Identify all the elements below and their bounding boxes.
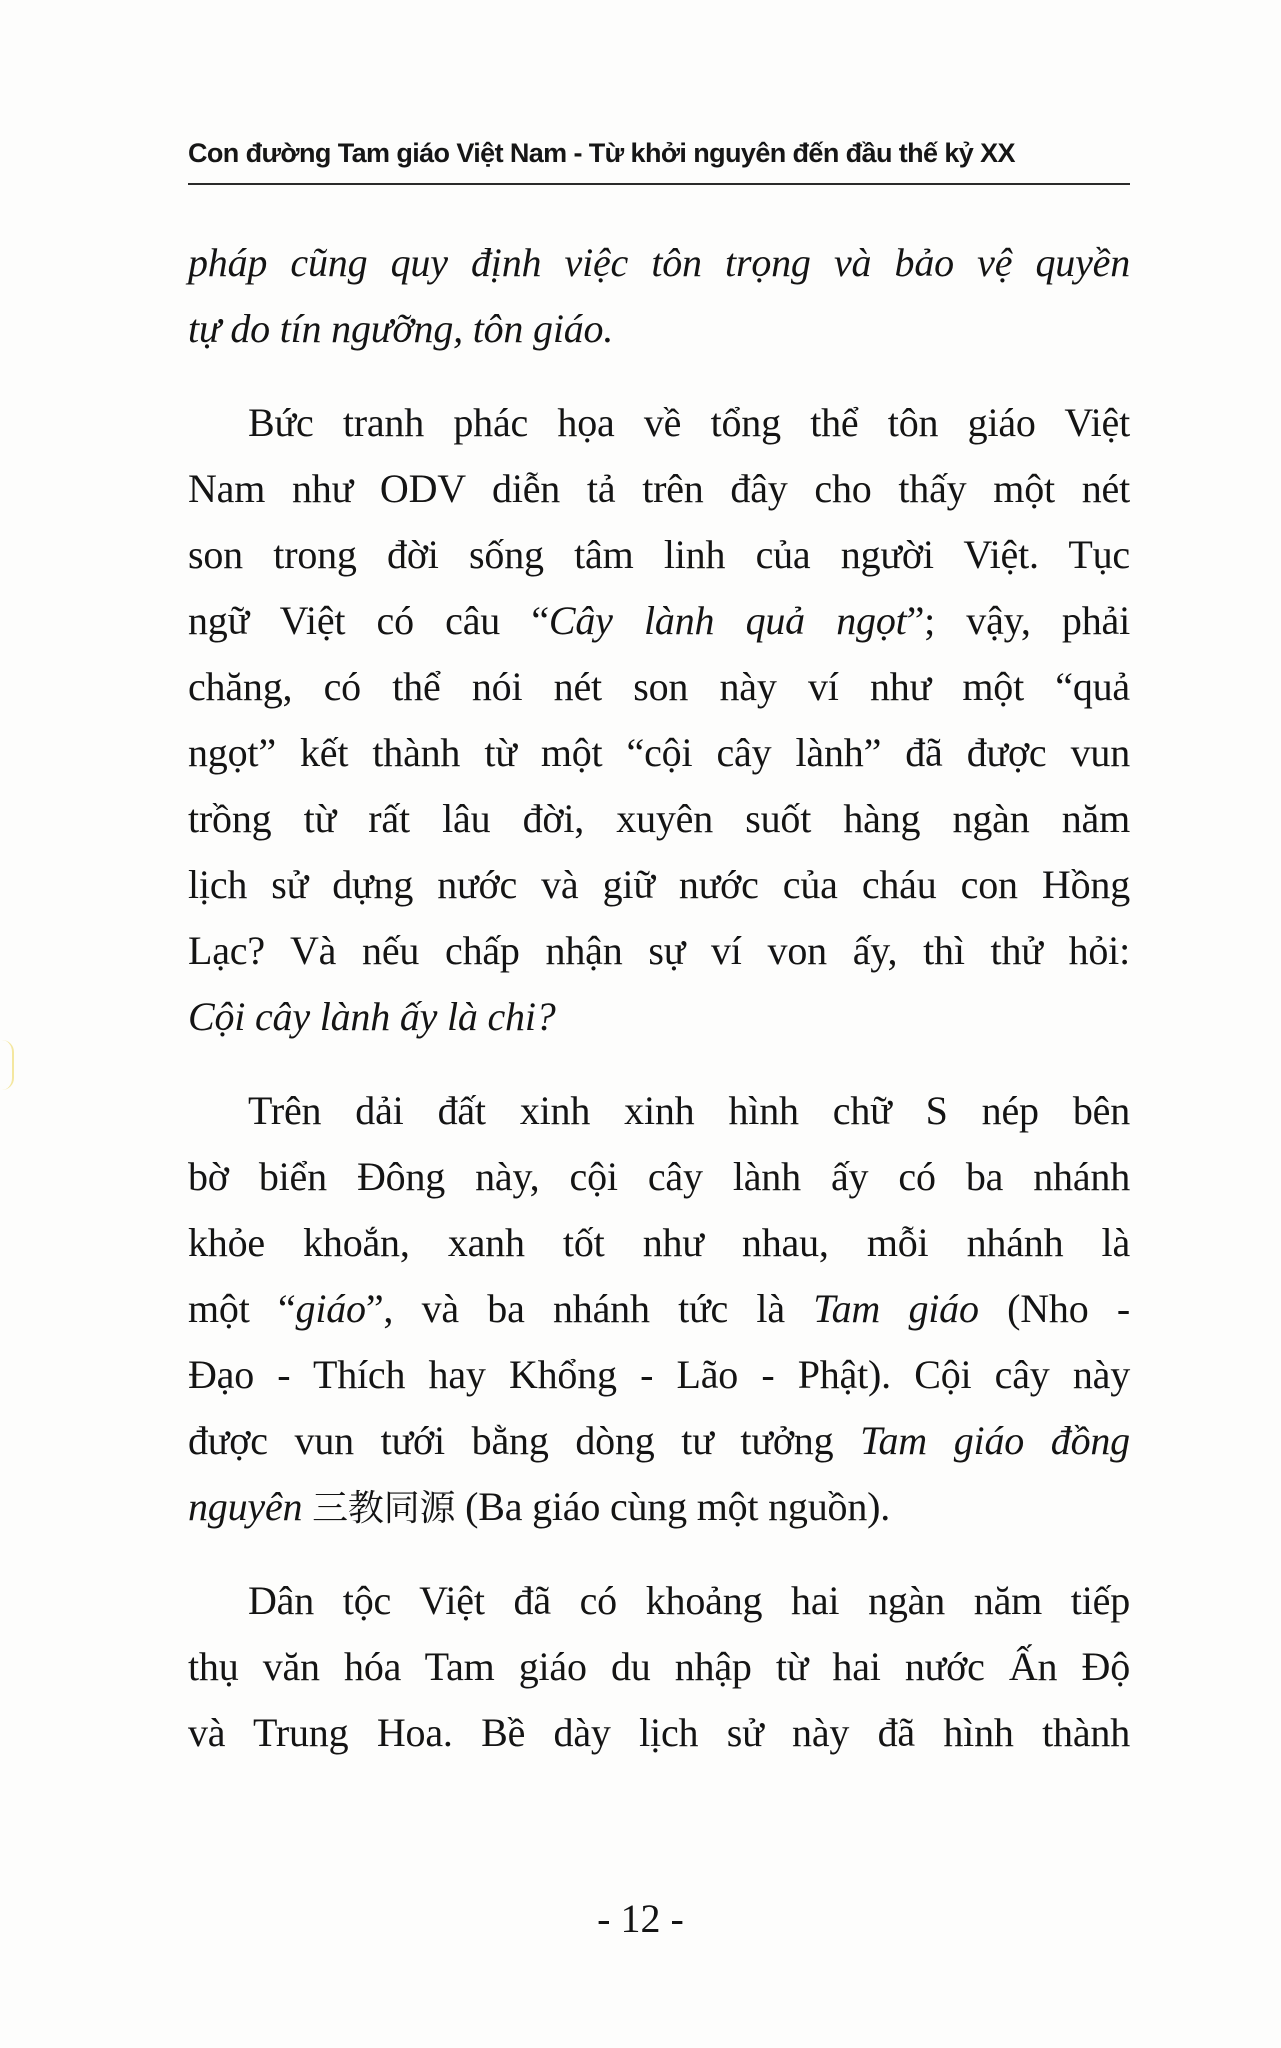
text-span: son trong đời sống tâm linh của người Việt. Tục [188, 532, 1130, 577]
text-line [188, 1634, 1130, 1700]
text-span: và Trung Hoa. Bề dày lịch sử này đã hình thành [188, 1710, 1130, 1755]
text-line [188, 1144, 1130, 1210]
text-span: (Nho - [978, 1286, 1130, 1331]
paragraph-continuation [188, 230, 1130, 362]
text-span: Nam như ODV diễn tả trên đây cho thấy một nét [188, 466, 1130, 511]
text-line [188, 390, 1130, 456]
paragraph-dan-toc-viet [188, 1568, 1130, 1766]
text-span: Lạc? Và nếu chấp nhận sự ví von ấy, thì thử hỏi: [188, 928, 1130, 973]
text-line [188, 296, 1130, 362]
text-span: một “ [188, 1286, 296, 1331]
paragraph-tam-giao [188, 1078, 1130, 1540]
text-line [188, 456, 1130, 522]
text-span: ngọt” kết thành từ một “cội cây lành” đã được vun [188, 730, 1130, 775]
italic-term: Tam giáo [813, 1286, 979, 1331]
text-line [188, 1210, 1130, 1276]
text-span: khỏe khoắn, xanh tốt như nhau, mỗi nhánh là [188, 1220, 1130, 1265]
italic-term: giáo [295, 1286, 366, 1331]
text-span: ngữ Việt có câu “ [188, 598, 549, 643]
text-line [188, 1408, 1130, 1474]
text-span: bờ biển Đông này, cội cây lành ấy có ba nhánh [188, 1154, 1130, 1199]
italic-term: nguyên [188, 1484, 303, 1529]
header-divider [188, 183, 1130, 185]
text-line [188, 1474, 1130, 1540]
text-span: ”, và ba nhánh tức là [365, 1286, 814, 1331]
text-span: Dân tộc Việt đã có khoảng hai ngàn năm tiếp [248, 1578, 1130, 1623]
text-line [188, 1276, 1130, 1342]
paragraph-cay-lanh [188, 390, 1130, 1050]
text-line [188, 786, 1130, 852]
text-line [188, 654, 1130, 720]
italic-term: Tam giáo đồng [860, 1418, 1130, 1463]
running-header-title: Con đường Tam giáo Việt Nam - Từ khởi nguyên đến đầu thế kỷ XX [188, 138, 1015, 168]
text-line [188, 720, 1130, 786]
text-span: trồng từ rất lâu đời, xuyên suốt hàng ngàn năm [188, 796, 1130, 841]
page-edge-mark [0, 1040, 14, 1090]
text-line [188, 230, 1130, 296]
text-line [188, 1342, 1130, 1408]
italic-text: tự do tín ngưỡng, tôn giáo. [188, 306, 614, 351]
text-span: thụ văn hóa Tam giáo du nhập từ hai nước Ấn Độ [188, 1644, 1130, 1689]
proverb-quote: Cây lành quả ngọt [548, 598, 907, 643]
text-line [188, 1078, 1130, 1144]
chinese-characters: 三教同源 [312, 1488, 456, 1529]
text-span: Bức tranh phác họa về tổng thể tôn giáo Việt [248, 400, 1130, 445]
text-line [188, 1700, 1130, 1766]
italic-text: pháp cũng quy định việc tôn trọng và bảo vệ quyền [188, 240, 1130, 285]
text-line [188, 588, 1130, 654]
body-text [188, 230, 1130, 1766]
text-span: (Ba giáo cùng một nguồn). [455, 1484, 891, 1529]
text-span: Đạo - Thích hay Khổng - Lão - Phật). Cội cây này [188, 1352, 1130, 1397]
text-line [188, 984, 1130, 1050]
text-line [188, 918, 1130, 984]
text-line [188, 1568, 1130, 1634]
text-span: được vun tưới bằng dòng tư tưởng [188, 1418, 861, 1463]
text-span: Trên dải đất xinh xinh hình chữ S nép bên [248, 1088, 1130, 1133]
text-line [188, 522, 1130, 588]
text-span: lịch sử dựng nước và giữ nước của cháu con Hồng [188, 862, 1130, 907]
text-line [188, 852, 1130, 918]
text-span: ”; vậy, phải [906, 598, 1130, 643]
page-number: - 12 - [597, 1896, 684, 1941]
text-span: chăng, có thể nói nét son này ví như một “quả [188, 664, 1130, 709]
italic-question: Cội cây lành ấy là chi? [188, 994, 556, 1039]
text-span [302, 1484, 312, 1529]
